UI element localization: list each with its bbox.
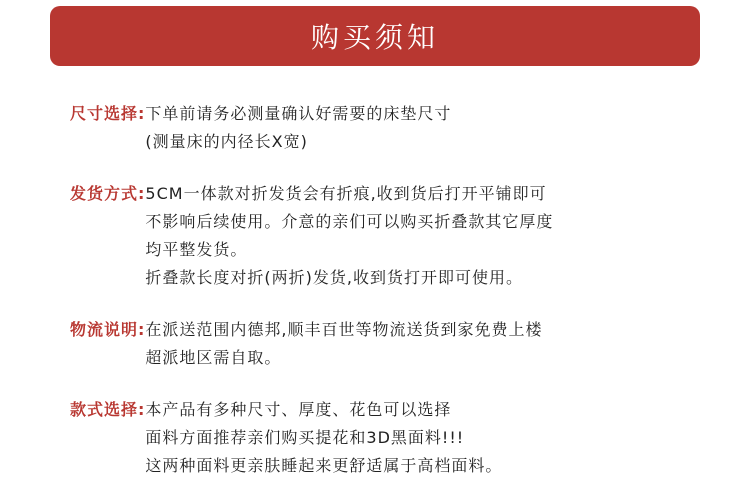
page-title: 购买须知 [310, 21, 439, 54]
section-line: 下单前请务必测量确认好需要的床垫尺寸 [145, 104, 452, 123]
section-line: 这两种面料更亲肤睡起来更舒适属于高档面料。 [145, 456, 503, 475]
section-size [70, 100, 710, 156]
section-text [145, 100, 451, 156]
section-style [70, 396, 710, 480]
header-banner [50, 6, 700, 66]
section-label: 款式选择: [70, 400, 146, 419]
section-line: 均平整发货。 [145, 240, 248, 259]
section-label: 物流说明: [70, 320, 146, 339]
section-text [145, 180, 553, 292]
section-logistics [70, 316, 710, 372]
section-shipping [70, 180, 710, 292]
section-label: 尺寸选择: [70, 104, 146, 123]
section-text [145, 396, 502, 480]
section-label: 发货方式: [70, 184, 146, 203]
section-line: 面料方面推荐亲们购买提花和3D黑面料!!! [145, 428, 465, 447]
section-line: 本产品有多种尺寸、厚度、花色可以选择 [145, 400, 452, 419]
notice-sections [70, 100, 710, 480]
section-line: 折叠款长度对折(两折)发货,收到货打开即可使用。 [145, 268, 523, 287]
section-line: 在派送范围内德邦,顺丰百世等物流送货到家免费上楼 [145, 320, 543, 339]
section-text [145, 316, 542, 372]
section-line: 超派地区需自取。 [145, 348, 282, 367]
section-line: (测量床的内径长X宽) [145, 132, 308, 151]
section-line: 不影响后续使用。介意的亲们可以购买折叠款其它厚度 [145, 212, 554, 231]
section-line: 5CM一体款对折发货会有折痕,收到货后打开平铺即可 [145, 184, 547, 203]
